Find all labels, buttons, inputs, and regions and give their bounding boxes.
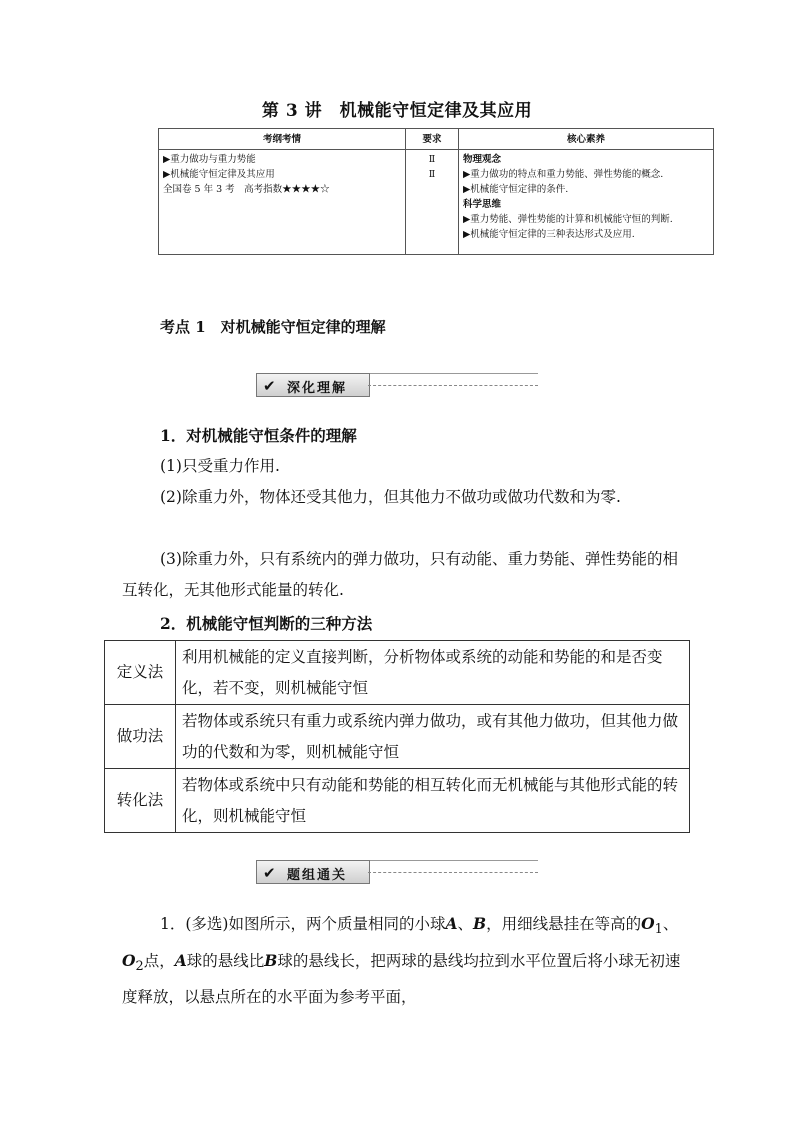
subscript: 2 [135,959,144,975]
method-desc: 若物体或系统只有重力或系统内弹力做功，或有其他力做功，但其他力做功的代数和为零，则机械能守恒 [176,705,690,769]
banner-box [256,373,370,397]
question-text: ，用细线悬挂在等高的 [486,915,642,933]
syllabus-level: Ⅱ [428,154,436,165]
banner-rule [368,373,538,374]
banner-box [256,860,370,884]
syllabus-level: Ⅱ [428,169,436,180]
syllabus-stats: 全国卷 5 年 3 考 高考指数★★★★☆ [163,184,330,195]
syllabus-col-topics [159,150,406,255]
ball-a-label: A [445,914,458,933]
competency-category: 科学思维 [463,199,502,210]
point-o2-label: O [122,951,136,971]
question-1 [122,908,688,1013]
ball-a-label: A [174,951,187,971]
methods-row [105,705,690,769]
competency-item: ▶重力势能、弹性势能的计算和机械能守恒的判断. [463,214,673,225]
banner-label: 深化理解 [287,381,348,396]
section-heading: 考点 1 对机械能守恒定律的理解 [160,318,386,336]
syllabus-table [158,128,714,255]
point1-heading: 1．对机械能守恒条件的理解 [160,426,357,445]
syllabus-header-3: 核心素养 [459,129,714,150]
method-name: 转化法 [105,769,176,833]
banner-rule [368,860,538,861]
syllabus-topic: ▶重力做功与重力势能 [163,154,256,165]
point1-item-3: (3)除重力外，只有系统内的弹力做功，只有动能、重力势能、弹性势能的相互转化，无其他形式能量的转化. [122,550,678,599]
methods-table [104,640,690,833]
methods-row [105,769,690,833]
question-text: 、 [662,915,679,933]
syllabus-col-competency [459,150,714,255]
point1-item-1: (1)只受重力作用. [160,457,280,475]
methods-row [105,641,690,705]
competency-item: ▶重力做功的特点和重力势能、弹性势能的概念. [463,169,664,180]
ball-b-label: B [264,951,278,971]
banner-dashes [368,872,538,873]
method-name: 做功法 [105,705,176,769]
method-desc: 若物体或系统中只有动能和势能的相互转化而无机械能与其他形式能的转化，则机械能守恒 [176,769,690,833]
question-text: 、 [457,915,474,933]
question-text: 球的悬线长，把两球的悬线均拉到水平位置后将小球无初速度释放，以悬点所在的水平面为参考平面， [122,952,681,1007]
point2-heading: 2．机械能守恒判断的三种方法 [160,614,373,633]
banner-deep-understanding [256,373,538,397]
competency-item: ▶机械能守恒定律的三种表达形式及应用. [463,229,635,240]
question-text: 球的悬线比 [186,952,265,971]
ball-b-label: B [473,914,487,933]
point-o1-label: O [641,914,655,933]
syllabus-topic: ▶机械能守恒定律及其应用 [163,169,275,180]
competency-category: 物理观念 [463,154,502,165]
page-title: 第 3 讲 机械能守恒定律及其应用 [261,101,533,121]
subscript: 1 [654,922,663,938]
syllabus-col-requirement [406,150,459,255]
point1-item-2: (2)除重力外，物体还受其他力，但其他力不做功或做功代数和为零. [160,488,621,506]
method-desc: 利用机械能的定义直接判断，分析物体或系统的动能和势能的和是否变化，若不变，则机械能守恒 [176,641,690,705]
banner-dashes [368,385,538,386]
syllabus-header-2: 要求 [406,129,459,150]
banner-label: 题组通关 [287,868,348,883]
method-name: 定义法 [105,641,176,705]
syllabus-header-1: 考纲考情 [159,129,406,150]
competency-item: ▶机械能守恒定律的条件. [463,184,569,195]
check-icon: ✔ [263,377,276,395]
question-text: 1．(多选)如图所示，两个质量相同的小球 [160,915,446,933]
banner-exercise-group [256,860,538,884]
check-icon: ✔ [263,864,276,882]
question-text: 点， [143,952,175,971]
